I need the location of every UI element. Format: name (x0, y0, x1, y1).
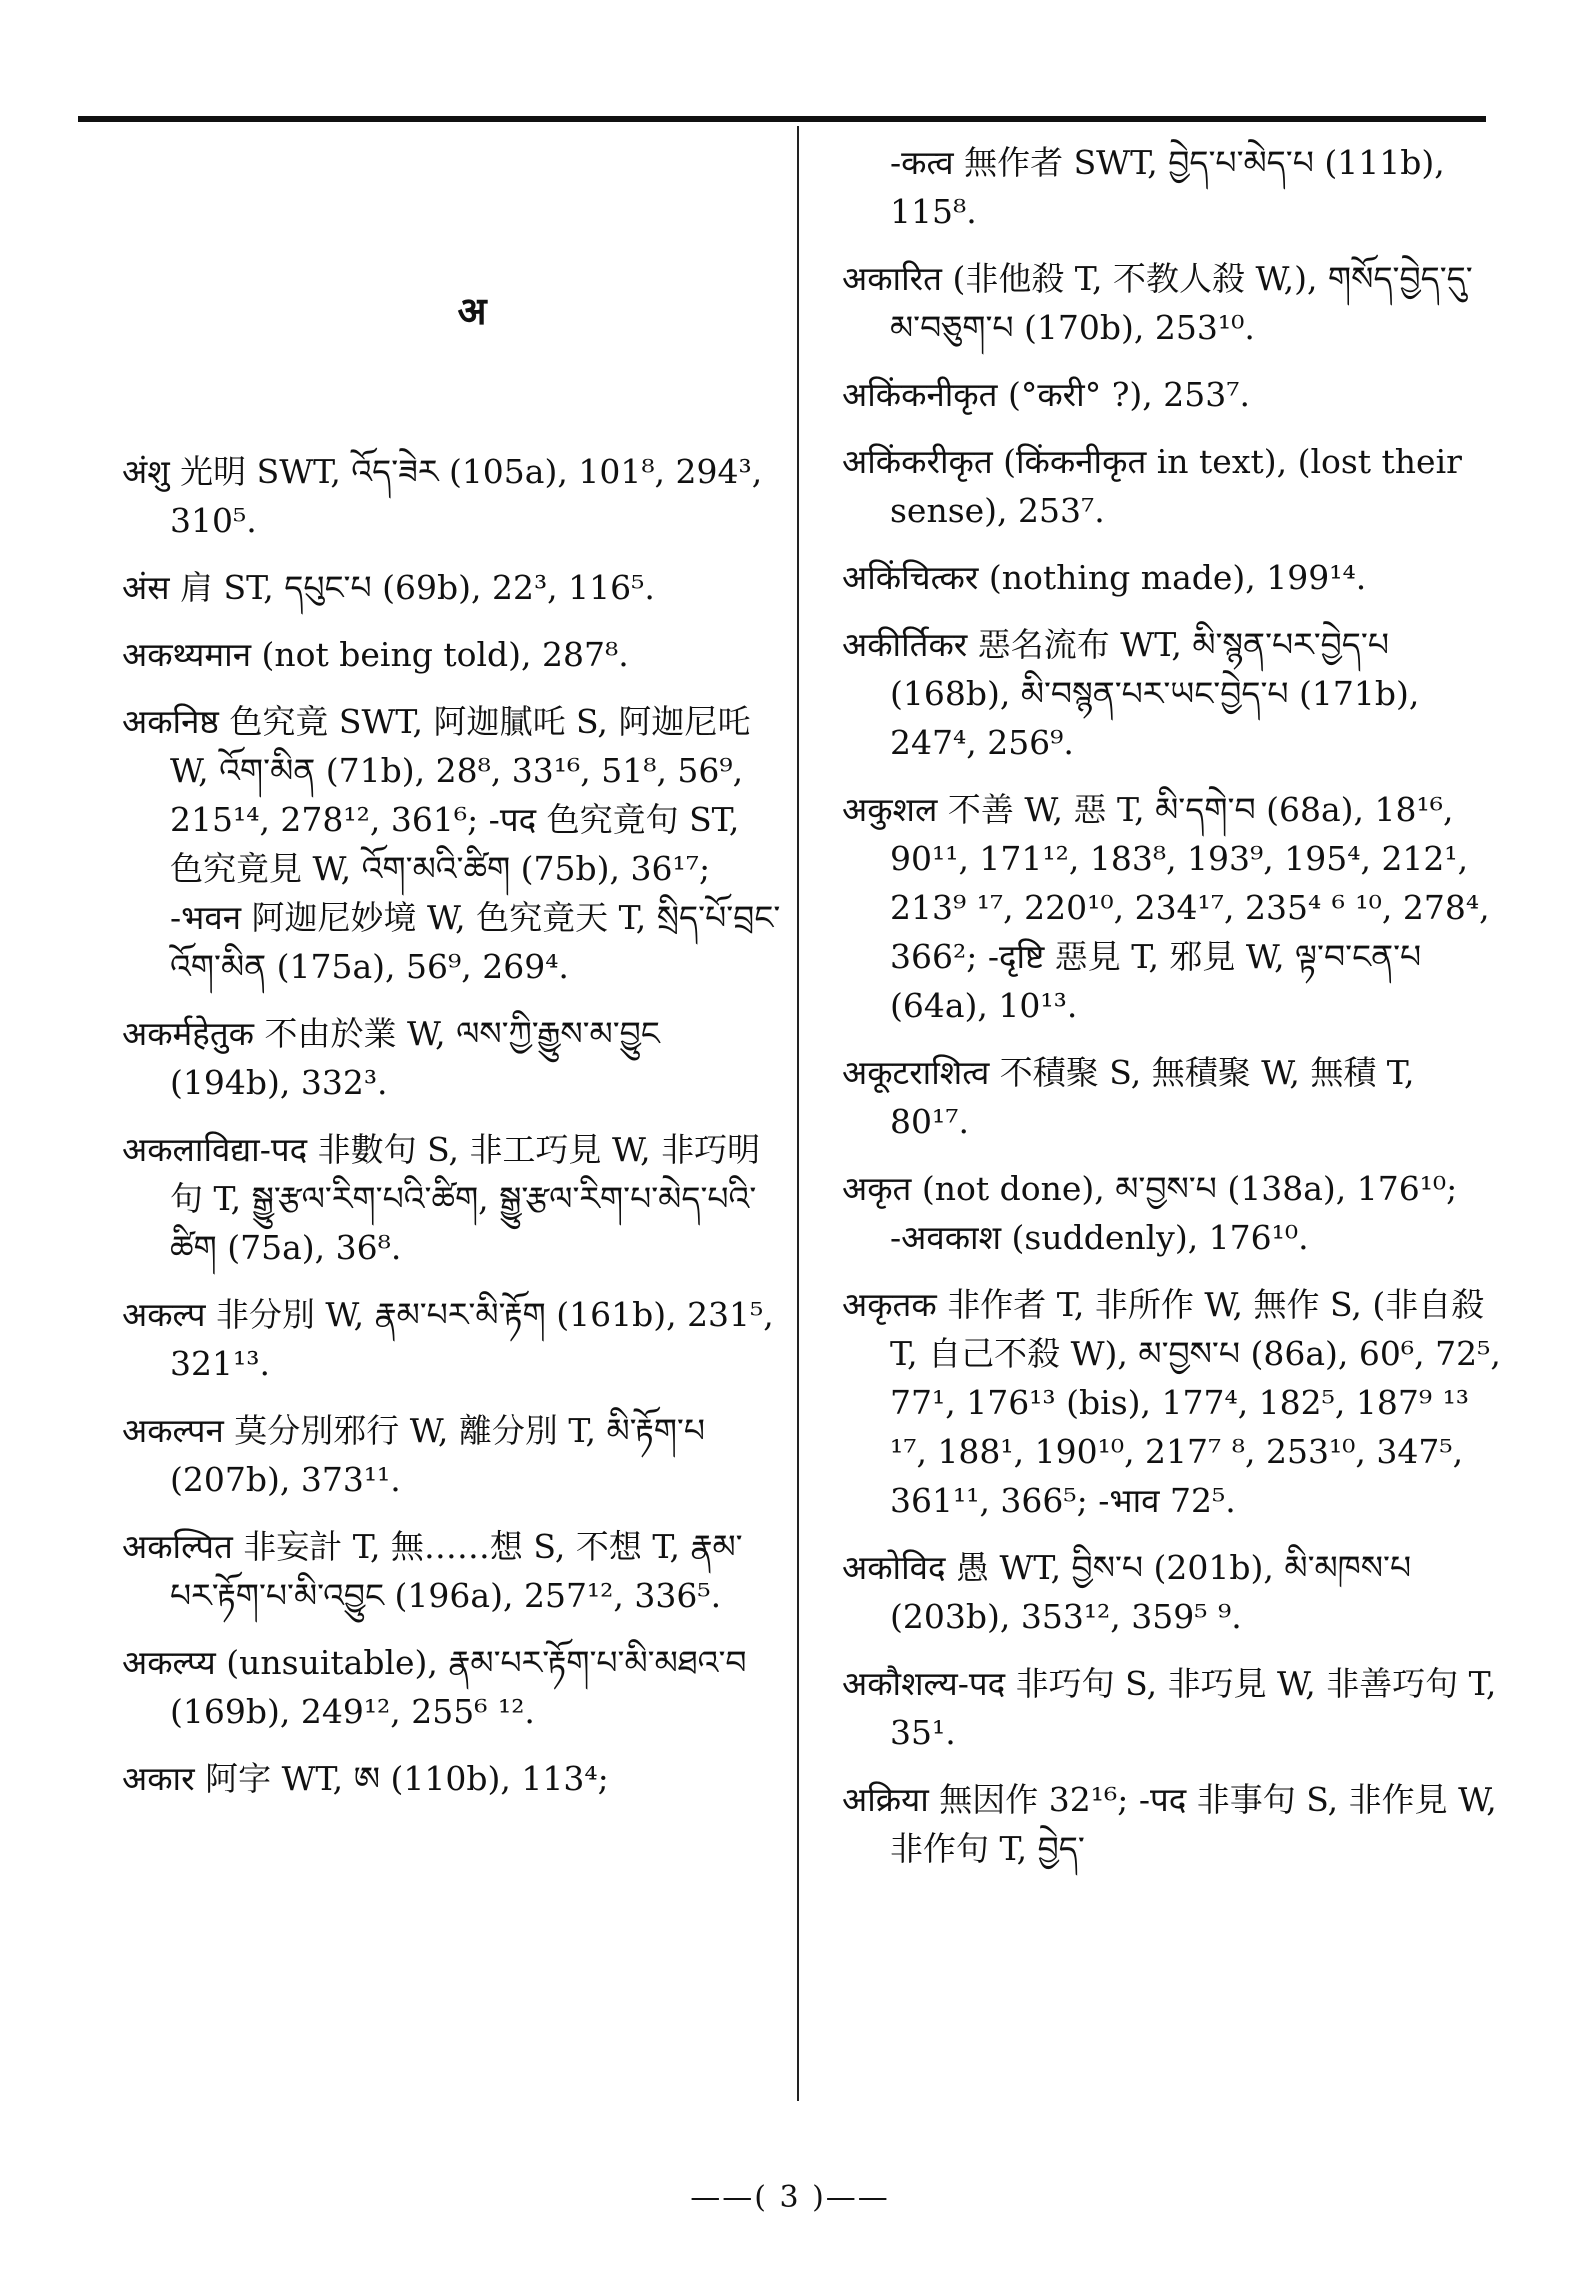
dictionary-entry: अकनिष्ठ 色究竟 SWT, 阿迦膩吒 S, 阿迦尼吒 W, འོག་མིན (71b), 28⁸, 33¹⁶, 51⁸, 56⁹, 215¹⁴, 278¹², 361⁶; -पद 色究竟句 ST, 色究竟見 W, འོག་མའི་ཚིག (75b), 36¹⁷; -भवन 阿迦尼妙境 W, 色究竟天 T, སྲིད་པོ་བྲང་འོག་མིན (175a), 56⁹, 269⁴. (122, 702, 781, 986)
top-rule (78, 116, 1486, 122)
dictionary-entry: अकिंकनीकृत (°करी° ?), 253⁷. (842, 375, 1250, 414)
right-column (842, 138, 1502, 1891)
dictionary-entry: अकल्पित 非妄計 T, 無……想 S, 不想 T, རྣམ་པར་རྟོག་པ་མི་འབྱུང (196a), 257¹², 336⁵. (122, 1527, 743, 1615)
dictionary-entry: अकोविद 愚 WT, བྱིས་པ (201b), མི་མཁས་པ (203b), 353¹², 359⁵ ⁹. (842, 1548, 1412, 1636)
dictionary-entry: अकथ्यमान (not being told), 287⁸. (122, 635, 629, 674)
dictionary-entry: अंशु 光明 SWT, འོད་ཟེར (105a), 101⁸, 294³, 310⁵. (122, 452, 763, 540)
dictionary-entry: अकूटराशित्व 不積聚 S, 無積聚 W, 無積 T, 80¹⁷. (842, 1053, 1415, 1141)
section-heading: अ (457, 288, 487, 333)
dictionary-entry: अकौशल्य-पद 非巧句 S, 非巧見 W, 非善巧句 T, 35¹. (842, 1664, 1497, 1752)
dictionary-entry: अकीर्तिकर 惡名流布 WT, མི་སྙན་པར་བྱེད་པ (168b), མི་བསྙན་པར་ཡང་བྱེད་པ (171b), 247⁴, 256⁹. (842, 625, 1420, 762)
dictionary-entry: अकल्प 非分別 W, རྣམ་པར་མི་རྟོག (161b), 231⁵, 321¹³. (122, 1295, 774, 1383)
dictionary-entry: अकृतक 非作者 T, 非所作 W, 無作 S, (非自殺 T, 自己不殺 W), མ་བྱས་པ (86a), 60⁶, 72⁵, 77¹, 176¹³ (bis), 177⁴, 182⁵, 187⁹ ¹³ ¹⁷, 188¹, 190¹⁰, 217⁷ ⁸, 253¹⁰, 347⁵, 361¹¹, 366⁵; -भाव 72⁵. (842, 1285, 1501, 1520)
left-column (122, 138, 782, 1821)
page-number: ——( 3 )—— (690, 2180, 890, 2215)
dictionary-entry: अकार 阿字 WT, ཨ (110b), 113⁴; (122, 1759, 609, 1798)
dictionary-entry: अंस 肩 ST, དཔུང་པ (69b), 22³, 116⁵. (122, 568, 655, 607)
dictionary-entry: अकर्महेतुक 不由於業 W, ལས་ཀྱི་རྒྱུས་མ་བྱུང (194b), 332³. (122, 1014, 660, 1102)
dictionary-entry: अकारित (非他殺 T, 不教人殺 W,), གསོད་བྱེད་དུ་མ་བཅུག་པ (170b), 253¹⁰. (842, 259, 1473, 347)
dictionary-entry: अकल्पन 莫分別邪行 W, 離分別 T, མི་རྟོག་པ (207b), 373¹¹. (122, 1411, 706, 1499)
dictionary-entry: -कत्व 無作者 SWT, བྱེད་པ་མེད་པ (111b), 115⁸. (890, 143, 1445, 231)
dictionary-entry: अक्रिया 無因作 32¹⁶; -पद 非事句 S, 非作見 W, 非作句 T, བྱེད་ (842, 1780, 1497, 1868)
right-entries (842, 138, 1502, 1873)
dictionary-entry: अकलाविद्या-पद 非數句 S, 非工巧見 W, 非巧明句 T, སྒྱུ་རྩལ་རིག་པའི་ཚིག, སྒྱུ་རྩལ་རིག་པ་མེད་པའི་ཚིག (75a), 36⁸. (122, 1130, 761, 1267)
left-entries (122, 447, 782, 1803)
dictionary-entry: अकिंकरीकृत (किंकनीकृत in text), (lost their sense), 253⁷. (842, 442, 1462, 530)
column-divider (797, 126, 799, 2101)
dictionary-entry: अकल्प्य (unsuitable), རྣམ་པར་རྟོག་པ་མི་མཐའ་བ (169b), 249¹², 255⁶ ¹². (122, 1643, 747, 1731)
dictionary-entry: अकुशल 不善 W, 惡 T, མི་དགེ་བ (68a), 18¹⁶, 90¹¹, 171¹², 183⁸, 193⁹, 195⁴, 212¹, 213⁹ ¹⁷, 220¹⁰, 234¹⁷, 235⁴ ⁶ ¹⁰, 278⁴, 366²; -दृष्टि 惡見 T, 邪見 W, ལྟ་བ་ངན་པ (64a), 10¹³. (842, 790, 1490, 1025)
dictionary-entry: अकृत (not done), མ་བྱས་པ (138a), 176¹⁰; -अवकाश (suddenly), 176¹⁰. (842, 1169, 1458, 1257)
dictionary-entry: अकिंचित्कर (nothing made), 199¹⁴. (842, 558, 1367, 597)
